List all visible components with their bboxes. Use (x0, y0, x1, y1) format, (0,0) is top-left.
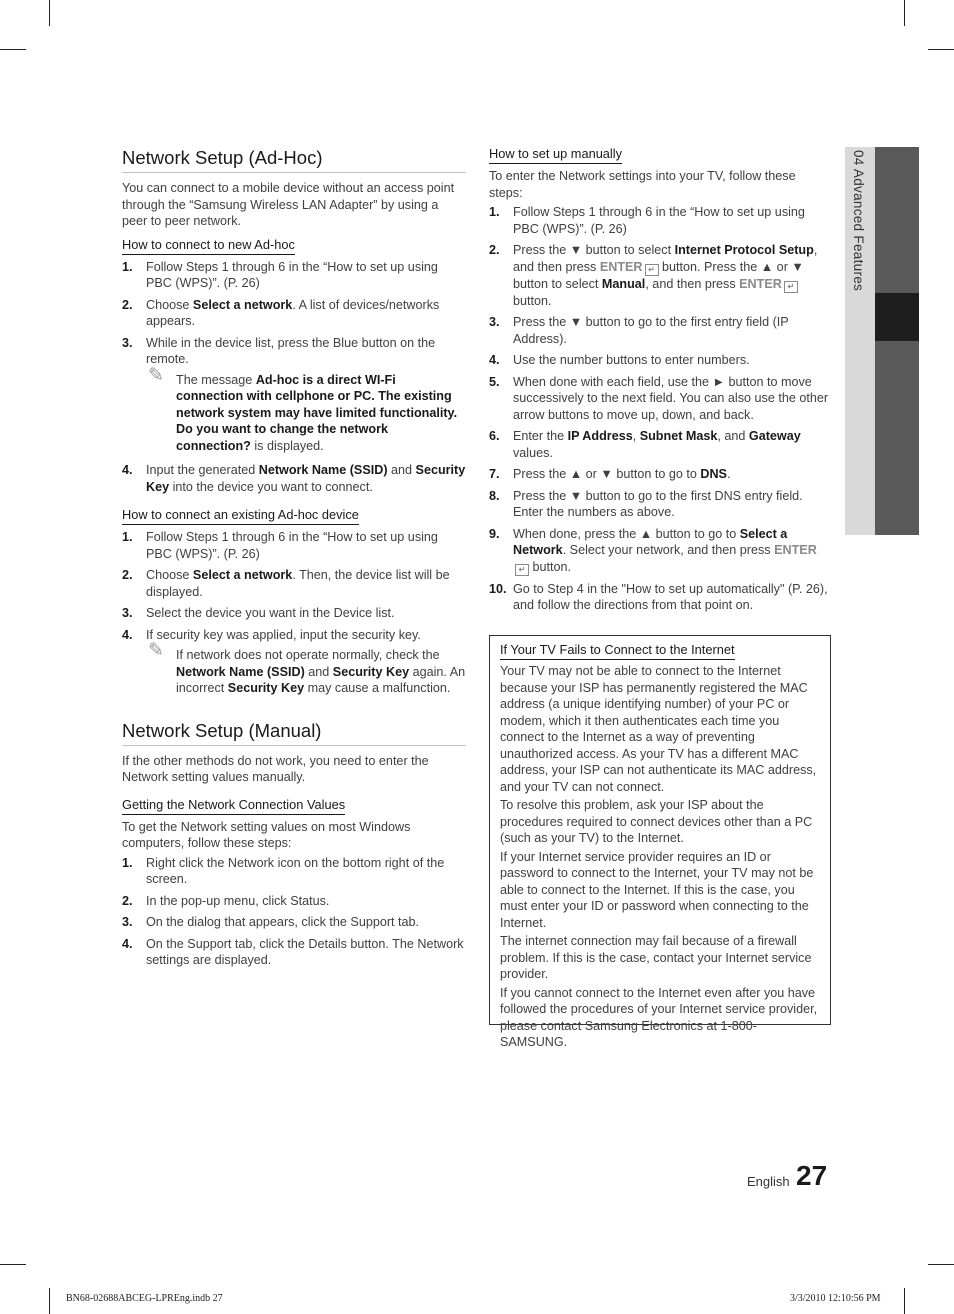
list-item: 2. Choose Select a network. Then, the device list will be displayed. (122, 568, 450, 599)
crop-mark (904, 0, 905, 26)
footer-datetime: 3/3/2010 12:10:56 PM (790, 1293, 881, 1304)
subheading-set-up-manually: How to set up manually (489, 146, 622, 164)
crop-mark (0, 1264, 26, 1265)
adhoc-intro: You can connect to a mobile device without an access point through the “Samsung Wireless LAN Adapter” by using a peer to peer network. (122, 181, 455, 228)
enter-button-label: ENTER ↵ (600, 260, 659, 274)
list-item: 5. When done with each field, use the ► button to move successively to the next field. You can also use the other arrow buttons to move up, down, and back. (489, 374, 829, 422)
manual-intro: If the other methods do not work, you need to enter the Network setting values manually. (122, 753, 429, 784)
list-item: 2. In the pop-up menu, click Status. (122, 893, 330, 908)
note: ✎ The message Ad-hoc is a direct WI-Fi connection with cellphone or PC. The existing network system may have limited functionality. Do you want to change the network connection? is displayed. (148, 364, 458, 453)
subheading-new-adhoc: How to connect to new Ad-hoc (122, 237, 295, 255)
list-item: 6. Enter the IP Address, Subnet Mask, and Gateway values. (489, 429, 801, 460)
box-paragraph: If you cannot connect to the Internet even after you have followed the procedures of your Internet service provider, please contact Samsung Electronics at 1-800-SAMSUNG. (500, 985, 818, 1049)
crop-mark (904, 1288, 905, 1314)
list-item: 1. Right click the Network icon on the bottom right of the screen. (122, 855, 445, 886)
values-intro: To get the Network setting values on most Windows computers, follow these steps: (122, 819, 411, 850)
list-item: 2. Choose Select a network. A list of devices/networks appears. (122, 297, 440, 328)
connection-values-steps (122, 855, 466, 969)
list-item: 4. On the Support tab, click the Details button. The Network settings are displayed. (122, 936, 464, 967)
list-item: 10. Go to Step 4 in the "How to set up automatically" (P. 26), and follow the directions from that point on. (489, 581, 828, 612)
crop-mark (928, 1264, 954, 1265)
box-paragraph: If your Internet service provider requires an ID or password to connect to the Internet, your TV may not be able to connect to the Internet. If this is the case, you must enter your ID or password when connecting to the Internet. (500, 849, 814, 930)
section-title-manual: Network Setup (Manual) (122, 719, 466, 746)
list-item: 9. When done, press the ▲ button to go to Select a Network. Select your network, and then press ENTER↵ button. (489, 526, 817, 574)
box-paragraph: To resolve this problem, ask your ISP about the procedures required to connect devices other than a PC (such as your TV) to the Internet. (500, 798, 813, 845)
side-tab-active-marker (875, 293, 919, 341)
crop-mark (49, 0, 50, 26)
page-language: English (747, 1174, 790, 1189)
list-item: 3. Select the device you want in the Device list. (122, 606, 395, 620)
subheading-existing-adhoc: How to connect an existing Ad-hoc device (122, 507, 359, 525)
box-title: If Your TV Fails to Connect to the Internet (500, 642, 735, 660)
list-item: 4. Input the generated Network Name (SSID) and Security Key into the device you want to connect. (122, 463, 466, 494)
section-title-adhoc: Network Setup (Ad-Hoc) (122, 146, 466, 173)
list-item: 1. Follow Steps 1 through 6 in the “How to set up using PBC (WPS)”. (P. 26) (122, 259, 438, 290)
list-item: 1. Follow Steps 1 through 6 in the “How to set up using PBC (WPS)”. (P. 26) (489, 205, 805, 236)
enter-button-label: ENTER ↵ (739, 277, 798, 291)
right-column (489, 146, 831, 622)
internet-troubleshooting-box (489, 635, 831, 1049)
left-column (122, 146, 466, 977)
box-paragraph: Your TV may not be able to connect to the Internet because your ISP has permanently registered the MAC address (a unique identifying number) of your PC or modem, which it then authenticates each time you connect to the Internet as a way of preventing unauthorized access. As your TV has a different MAC address, your ISP can not authenticate its MAC address, and your TV can not connect. (500, 664, 817, 794)
enter-icon: ↵ (515, 564, 529, 576)
box-paragraph: The internet connection may fail because of a firewall problem. If this is the case, contact your Internet service provider. (500, 934, 812, 981)
subheading-connection-values: Getting the Network Connection Values (122, 797, 345, 815)
enter-button-label: ENTER↵ (513, 543, 817, 574)
footer-file: BN68-02688ABCEG-LPREng.indb 27 (66, 1293, 223, 1304)
page-number: 27 (796, 1160, 828, 1191)
existing-adhoc-steps (122, 529, 466, 697)
crop-mark (49, 1288, 50, 1314)
crop-mark (928, 49, 954, 50)
list-item: 4. Use the number buttons to enter numbers. (489, 353, 750, 367)
list-item: 3. While in the device list, press the Blue button on the remote. ✎ The message Ad-hoc is a direct WI-Fi connection with cellphone or PC. The existing network system may have limited functionality. Do you want to change the network connection? is displayed. (122, 335, 466, 455)
list-item: 1. Follow Steps 1 through 6 in the “How to set up using PBC (WPS)”. (P. 26) (122, 530, 438, 561)
list-item: 3. Press the ▼ button to go to the first entry field (IP Address). (489, 315, 789, 346)
list-item: 8. Press the ▼ button to go to the first DNS entry field. Enter the numbers as above. (489, 488, 803, 519)
enter-icon: ↵ (784, 281, 798, 293)
enter-icon: ↵ (645, 264, 659, 276)
manual-setup-steps (489, 204, 831, 614)
list-item: 2. Press the ▼ button to select Internet Protocol Setup, and then press ENTER ↵ button. Press the ▲ or ▼ button to select Manual, and then press ENTER ↵ button. (489, 243, 818, 308)
crop-mark (0, 49, 26, 50)
list-item: 7. Press the ▲ or ▼ button to go to DNS. (489, 467, 731, 481)
new-adhoc-steps (122, 259, 466, 496)
side-tab-dark-strip (875, 147, 919, 535)
pencil-icon: ✎ (148, 364, 164, 386)
manual-setup-intro: To enter the Network settings into your TV, follow these steps: (489, 169, 796, 200)
pencil-icon: ✎ (148, 640, 164, 661)
list-item: 4. If security key was applied, input the security key. ✎ If network does not operate normally, check the Network Name (SSID) and Security Key again. An incorrect Security Key may cause a malfunction. (122, 627, 466, 695)
list-item: 3. On the dialog that appears, click the Support tab. (122, 915, 420, 929)
chapter-label: 04 Advanced Features (851, 150, 866, 292)
note: ✎ If network does not operate normally, check the Network Name (SSID) and Security Key again. An incorrect Security Key may cause a malfunction. (148, 640, 466, 695)
